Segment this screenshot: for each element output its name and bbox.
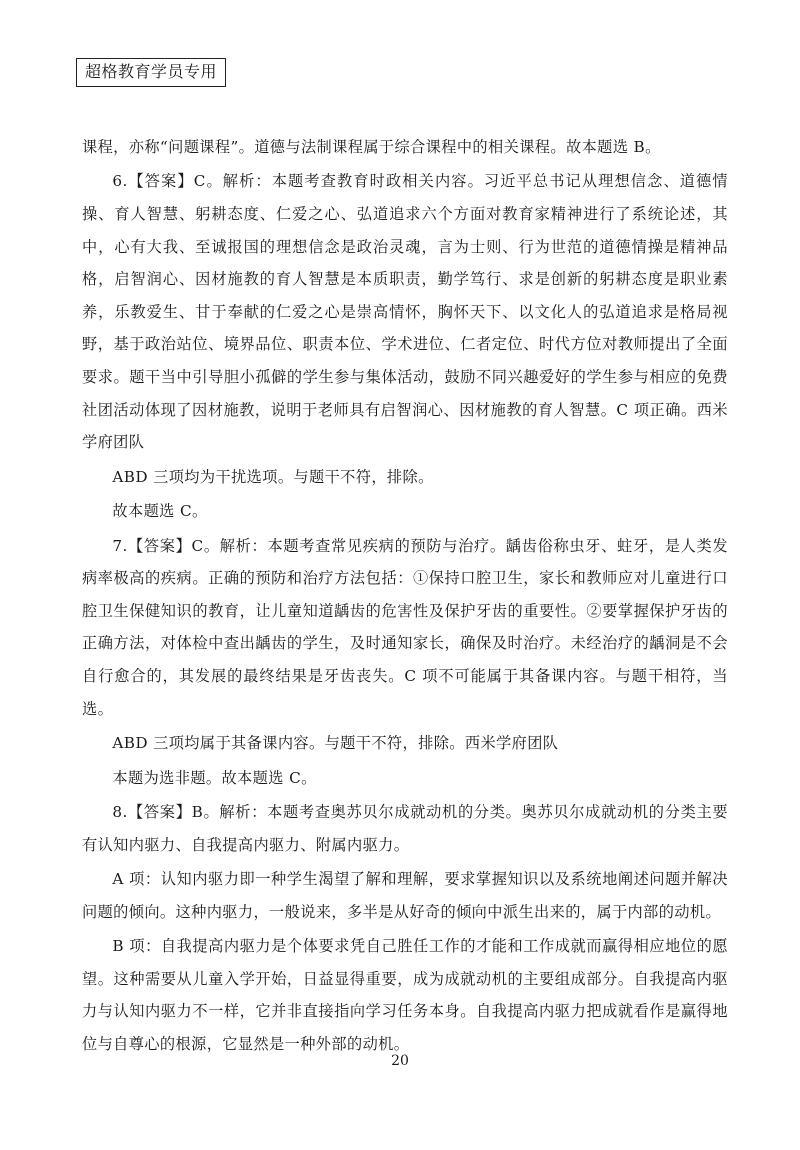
paragraph-q7-conclusion: 本题为选非题。故本题选 C。	[112, 768, 317, 787]
header-label: 超格教育学员专用	[85, 62, 218, 81]
paragraph-q8-option-a: A 项：认知内驱力即一种学生渴望了解和理解，要求掌握知识以及系统地阐述问题并解决问题的倾向。这种内驱力，一般说来，多半是从好奇的倾向中派生出来的，属于内部的动机。	[82, 870, 728, 921]
paragraph-continuation: 课程，亦称“问题课程”。道德与法制课程属于综合课程中的相关课程。故本题选 B。	[82, 138, 661, 156]
page-number: 20	[391, 1053, 409, 1069]
header-label-box	[76, 58, 226, 87]
document-body	[82, 131, 728, 1063]
paragraph-q6-answer: 6.【答案】C。解析：本题考查教育时政相关内容。习近平总书记从理想信念、道德情操、育人智慧、躬耕态度、仁爱之心、弘道追求六个方面对教育家精神进行了系统论述，其中，心有大我、至诚报国的理想信念是政治灵魂，言为士则、行为世范的道德情操是精神品格，启智润心、因材施教的育人智慧是本质职责，勤学笃行、求是创新的躬耕态度是职业素养，乐教爱生、甘于奉献的仁爱之心是崇高情怀，胸怀天下、以文化人的弘道追求是格局视野，基于政治站位、境界品位、职责本位、学术进位、仁者定位、时代方位对教师提出了全面要求。题干当中引导胆小孤僻的学生参与集体活动，鼓励不同兴趣爱好的学生参与相应的免费社团活动体现了因材施教，说明于老师具有启智润心、因材施教的育人智慧。C 项正确。西米学府团队	[82, 172, 728, 452]
paragraph-q8-answer: 8.【答案】B。解析：本题考查奥苏贝尔成就动机的分类。奥苏贝尔成就动机的分类主要有认知内驱力、自我提高内驱力、附属内驱力。	[82, 803, 728, 854]
paragraph-q7-answer: 7.【答案】C。解析：本题考查常见疾病的预防与治疗。龋齿俗称虫牙、蛀牙，是人类发病率极高的疾病。正确的预防和治疗方法包括：①保持口腔卫生，家长和教师应对儿童进行口腔卫生保健知识的教育，让儿童知道龋齿的危害性及保护牙齿的重要性。②要掌握保护牙齿的正确方法，对体检中查出龋齿的学生，及时通知家长，确保及时治疗。未经治疗的龋洞是不会自行愈合的，其发展的最终结果是牙齿丧失。C 项不可能属于其备课内容。与题干相符，当选。	[82, 536, 728, 718]
paragraph-q8-option-b: B 项：自我提高内驱力是个体要求凭自己胜任工作的才能和工作成就而赢得相应地位的愿望。这种需要从儿童入学开始，日益显得重要，成为成就动机的主要组成部分。自我提高内驱力与认知内驱力不一样，它并非直接指向学习任务本身。自我提高内驱力把成就看作是赢得地位与自尊心的根源，它显然是一种外部的动机。	[82, 937, 728, 1054]
paragraph-q6-conclusion: 故本题选 C。	[112, 502, 208, 521]
paragraph-q7-abd: ABD 三项均属于其备课内容。与题干不符，排除。西米学府团队	[112, 734, 559, 753]
paragraph-q6-abd: ABD 三项均为干扰选项。与题干不符，排除。	[112, 467, 434, 486]
